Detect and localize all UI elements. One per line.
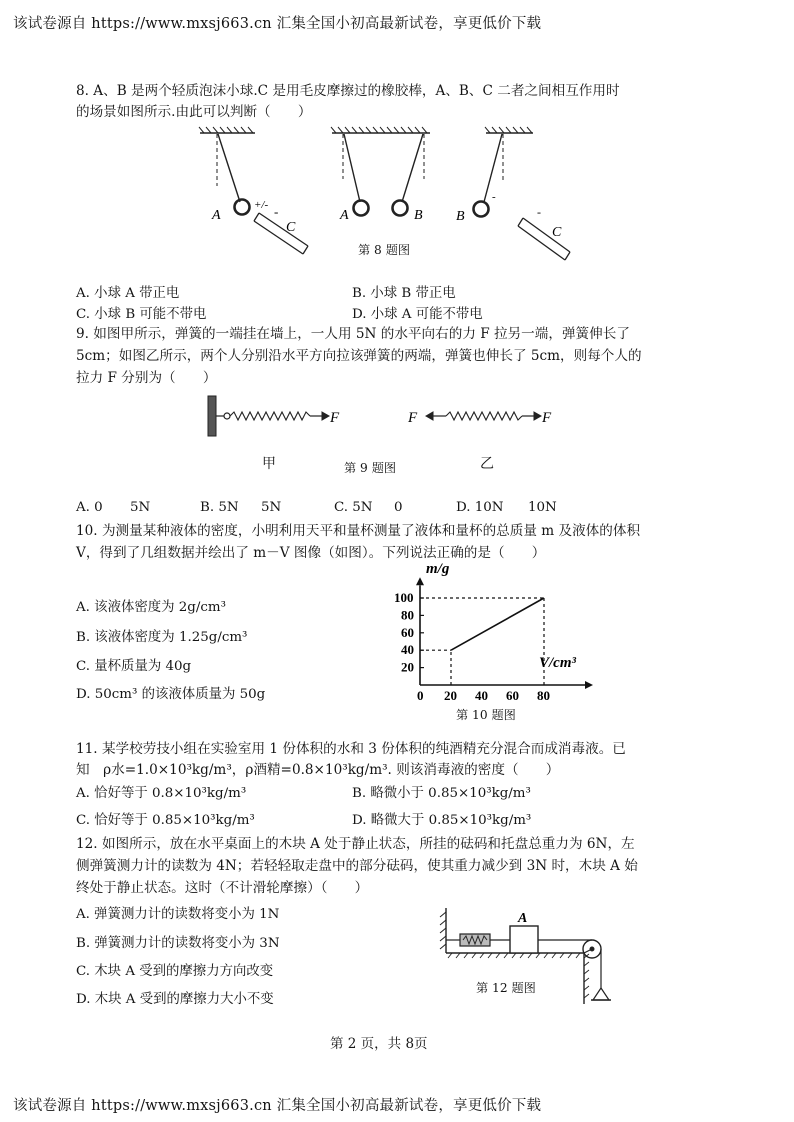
q9-jia-spring: [208, 396, 329, 436]
x-tick-label: 20: [444, 688, 457, 703]
q12-option-a: A. 弹簧测力计的读数将变小为 1N: [76, 907, 280, 922]
x-tick-label: 60: [506, 688, 519, 703]
q9-label-F-yi-left: F: [408, 410, 418, 426]
q9-option-c-val: 0: [394, 500, 403, 515]
q9-caption: 第 9 题图: [344, 461, 397, 475]
q10-option-d: D. 50cm³ 的该液体质量为 50g: [76, 687, 266, 702]
q12-option-d: D. 木块 A 受到的摩擦力大小不变: [76, 992, 274, 1007]
y-tick-label: 40: [401, 642, 414, 658]
q9-line2: 5cm；如图乙所示，两个人分别沿水平方向拉该弹簧的两端，弹簧也伸长了 5cm，则每个人的: [76, 348, 642, 364]
q8-minus3: -: [537, 205, 541, 219]
q9-line3: 拉力 F 分别为（ ）: [76, 370, 217, 386]
q9-yi-spring: [426, 412, 541, 420]
q10-option-a: A. 该液体密度为 2g/cm³: [76, 600, 226, 615]
q11-option-b: B. 略微小于 0.85×10³kg/m³: [352, 786, 531, 801]
q8-line2: 的场景如图所示.由此可以判断（ ）: [76, 104, 312, 120]
q8-label-B3: B: [456, 209, 465, 224]
q11-line2: 知 ρ水=1.0×10³kg/m³，ρ酒精=0.8×10³kg/m³. 则该消毒液的密度（ ）: [76, 762, 560, 778]
x-tick-label: 40: [475, 688, 488, 703]
q9-option-b-val: 5N: [261, 500, 282, 515]
q10-chart: [390, 556, 620, 704]
q8-option-c: C. 小球 B 可能不带电: [76, 307, 207, 322]
q9-label-jia: 甲: [262, 456, 276, 472]
q10-option-b: B. 该液体密度为 1.25g/cm³: [76, 630, 248, 645]
q8-charge-mark: +/-: [254, 199, 269, 211]
y-axis-label: m/g: [426, 561, 450, 577]
q8-panel-2: [331, 127, 430, 216]
q9-option-d-val: 10N: [528, 500, 557, 515]
q11-option-c: C. 恰好等于 0.85×10³kg/m³: [76, 813, 255, 828]
q8-mark3: -: [492, 191, 496, 203]
q12-caption: 第 12 题图: [476, 981, 536, 995]
q9-option-b: B. 5N: [200, 500, 239, 515]
q12-option-c: C. 木块 A 受到的摩擦力方向改变: [76, 964, 274, 979]
q12-line2: 侧弹簧测力计的读数为 4N；若轻轻取走盘中的部分砝码，使其重力减少到 3N 时，木块 A 始: [76, 858, 638, 874]
y-tick-label: 80: [401, 607, 414, 623]
q11-option-d: D. 略微大于 0.85×10³kg/m³: [352, 813, 532, 828]
x-axis-arrow: [585, 681, 593, 689]
q8-panel-3: [474, 127, 571, 260]
x-tick-label: 0: [417, 688, 424, 703]
q8-line1: 8. A、B 是两个轻质泡沫小球.C 是用毛皮摩擦过的橡胶棒，A、B、C 二者之间相互作用时: [76, 83, 620, 99]
page-number: 第 2 页，共 8页: [330, 1036, 428, 1052]
q12-label-block-A: A: [518, 911, 528, 926]
q8-option-a: A. 小球 A 带正电: [76, 286, 180, 301]
q12-line1: 12. 如图所示，放在水平桌面上的木块 A 处于静止状态，所挂的砝码和托盘总重力为 6N，左: [76, 836, 635, 852]
q8-label-A1: A: [212, 208, 221, 223]
q9-label-yi: 乙: [480, 456, 494, 472]
y-axis-arrow: [416, 577, 424, 585]
q9-option-c: C. 5N: [334, 500, 373, 515]
q9-label-F-jia: F: [330, 410, 340, 426]
q9-label-F-yi-right: F: [542, 410, 552, 426]
header-text: 该试卷源自 https://www.mxsj663.cn 汇集全国小初高最新试卷，享更低价下载: [13, 16, 542, 32]
q8-label-B2: B: [414, 208, 423, 223]
q10-line1: 10. 为测量某种液体的密度，小明利用天平和量杯测量了液体和量杯的总质量 m 及液体的体积: [76, 523, 641, 539]
q8-label-C3: C: [552, 225, 562, 240]
y-tick-label: 100: [394, 590, 414, 605]
q10-caption: 第 10 题图: [456, 708, 516, 722]
y-tick-label: 60: [401, 624, 414, 640]
q10-line2: V，得到了几组数据并绘出了 m－V 图像（如图）。下列说法正确的是（ ）: [76, 545, 546, 561]
q11-option-a: A. 恰好等于 0.8×10³kg/m³: [76, 786, 247, 801]
q8-caption: 第 8 题图: [358, 243, 411, 257]
q8-option-d: D. 小球 A 可能不带电: [352, 307, 483, 322]
q9-figure: [200, 394, 570, 442]
q12-line3: 终处于静止状态。这时（不计滑轮摩擦）（ ）: [76, 880, 369, 896]
x-axis-label: V/cm³: [539, 655, 576, 671]
q9-line1: 9. 如图甲所示，弹簧的一端挂在墙上，一人用 5N 的水平向右的力 F 拉另一端，弹簧伸长了: [76, 326, 630, 342]
q8-option-b: B. 小球 B 带正电: [352, 286, 456, 301]
q8-label-C1: C: [286, 220, 296, 235]
q11-line1: 11. 某学校劳技小组在实验室用 1 份体积的水和 3 份体积的纯酒精充分混合而成消毒液。已: [76, 741, 626, 757]
q10-option-c: C. 量杯质量为 40g: [76, 659, 192, 674]
q8-label-A2: A: [340, 208, 349, 223]
y-tick-label: 20: [401, 659, 414, 675]
series-line: [451, 598, 544, 650]
q8-minus1: -: [274, 204, 279, 219]
q9-option-a: A. 0: [76, 500, 103, 515]
q9-option-d: D. 10N: [456, 500, 504, 515]
footer-text: 该试卷源自 https://www.mxsj663.cn 汇集全国小初高最新试卷，享更低价下载: [13, 1098, 542, 1114]
x-tick-label: 80: [537, 688, 550, 703]
q12-option-b: B. 弹簧测力计的读数将变小为 3N: [76, 936, 280, 951]
q9-option-a-val: 5N: [130, 500, 151, 515]
